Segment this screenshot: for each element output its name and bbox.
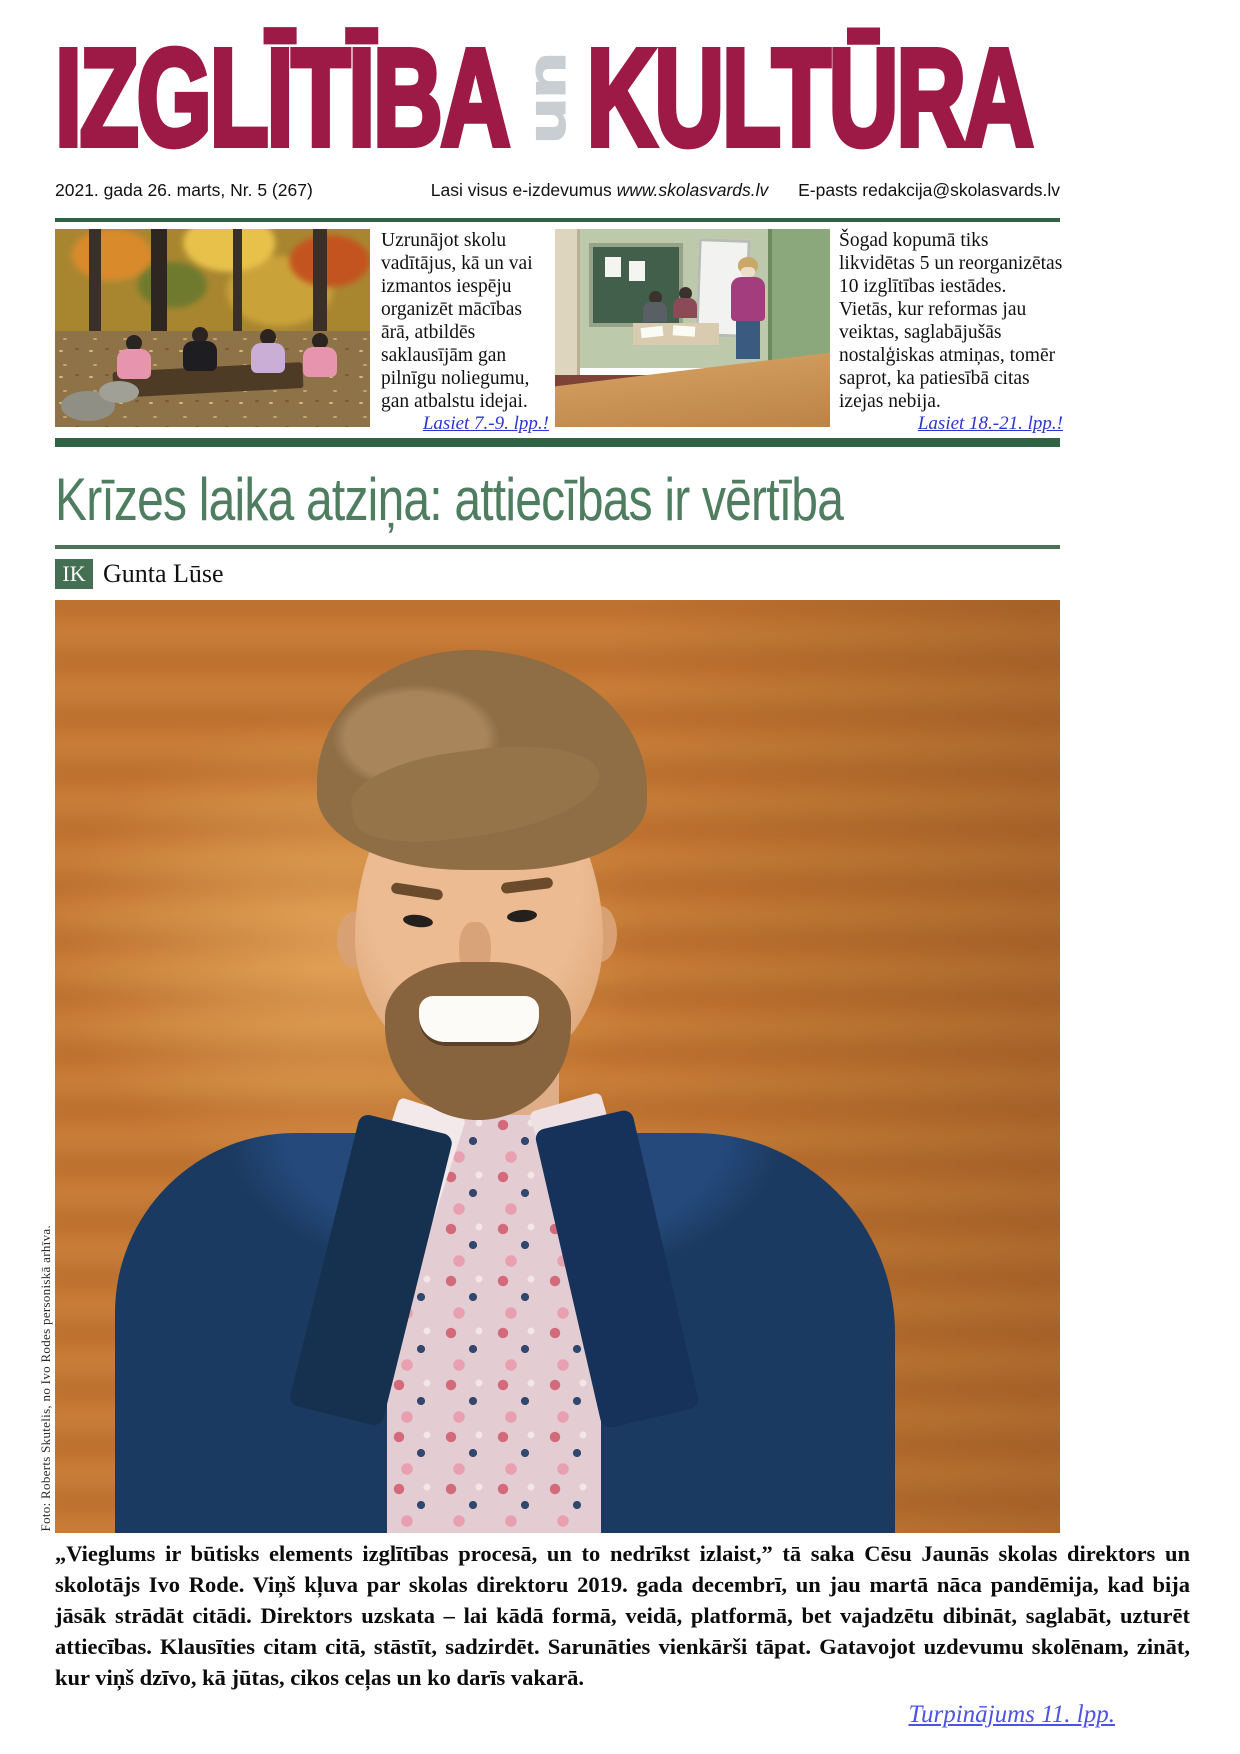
- divider-bar-green: [55, 438, 1060, 447]
- decor-pupil: [643, 291, 667, 322]
- email-address[interactable]: E-pasts redakcija@skolasvards.lv: [798, 180, 1060, 200]
- decor-child: [303, 333, 337, 377]
- content-column: [38, 0, 1190, 1729]
- teaser-outdoor-lessons: [55, 229, 549, 432]
- continuation-link[interactable]: Turpinājums 11. lpp.: [908, 1701, 1115, 1728]
- masthead-connector-box: [518, 38, 577, 158]
- issue-date: 2021. gada 26. marts, Nr. 5 (267): [55, 180, 313, 200]
- decor-door-left: [555, 229, 580, 379]
- decor-child: [183, 327, 217, 371]
- decor-table: [633, 323, 719, 345]
- decor-child: [251, 329, 285, 373]
- ik-logo: IK: [55, 559, 93, 589]
- decor-pupil: [673, 287, 697, 318]
- byline-rule: [55, 545, 1060, 549]
- teaser-page-link[interactable]: Lasiet 7.-9. lpp.!: [422, 413, 549, 434]
- read-all-prefix: Lasi visus e-izdevumus: [430, 180, 617, 200]
- decor-smile: [419, 996, 539, 1046]
- read-all-editions: [431, 180, 769, 201]
- article-headline: Krīzes laika atziņa: attiecības ir vērtība: [55, 466, 844, 533]
- masthead-title-right: KULTŪRA: [586, 21, 1032, 175]
- masthead-title-left: IZGLĪTĪBA: [55, 21, 509, 175]
- teaser-row: [55, 229, 1063, 434]
- decor-rock: [99, 381, 139, 403]
- teaser-text-column: [381, 229, 549, 432]
- masthead: [55, 21, 1032, 175]
- teaser-text-column: [839, 229, 1063, 432]
- website-link[interactable]: www.skolasvards.lv: [616, 180, 769, 200]
- continuation-row: [55, 1701, 1115, 1729]
- teaser-photo-forest: [55, 229, 370, 427]
- teaser-text: Uzrunājot skolu vadītājus, kā un vai izmantos iespēju organizēt mācības ārā, atbildēs saklausījām gan pilnīgu noliegumu, gan atbalstu idejai.: [381, 230, 533, 412]
- decor-chalkboard: [589, 243, 683, 327]
- teaser-text: Šogad kopumā tiks likvidētas 5 un reorganizētas 10 izglītības iestādes. Vietās, kur reformas jau veiktas, saglabājušās nostalģiskas atmiņas, tomēr saprot, ka patiesībā citas izejas nebija.: [839, 230, 1063, 412]
- photo-credit: Foto: Roberts Skutelis, no Ivo Rodes personiskā arhīva.: [38, 1224, 53, 1531]
- divider-rule-top: [55, 218, 1060, 222]
- teaser-page-link[interactable]: Lasiet 18.-21. lpp.!: [917, 413, 1063, 434]
- decor-teacher: [728, 257, 768, 359]
- dateline: [55, 180, 1060, 201]
- main-photo-wrap: [38, 600, 1060, 1533]
- author-name: Gunta Lūse: [103, 559, 224, 588]
- decor-child: [117, 335, 151, 379]
- byline: [55, 558, 1060, 590]
- teaser-photo-classroom: [555, 229, 830, 427]
- teaser-school-reform: [555, 229, 1063, 432]
- masthead-connector: un: [518, 52, 577, 144]
- main-photo-portrait: [55, 600, 1060, 1533]
- lead-paragraph: „Vieglums ir būtisks elements izglītības procesā, un to nedrīkst izlaist,” tā saka Cēsu Jaunās skolas direktors un skolotājs Ivo Rode. Viņš kļuva par skolas direktoru 2019. gada decembrī, un jau martā nāca pandēmija, kad bija jāsāk strādāt citādi. Direktors uzskata – lai kādā formā, veidā, platformā, bet vajadzētu dibināt, saglabāt, uzturēt attiecības. Klausīties citam citā, stāstīt, sadzirdēt. Sarunāties vienkārši tāpat. Gatavojot uzdevumu skolēnam, zināt, kur viņš dzīvo, kā jūtas, cikos ceļas un ko darīs vakarā.: [55, 1541, 1190, 1690]
